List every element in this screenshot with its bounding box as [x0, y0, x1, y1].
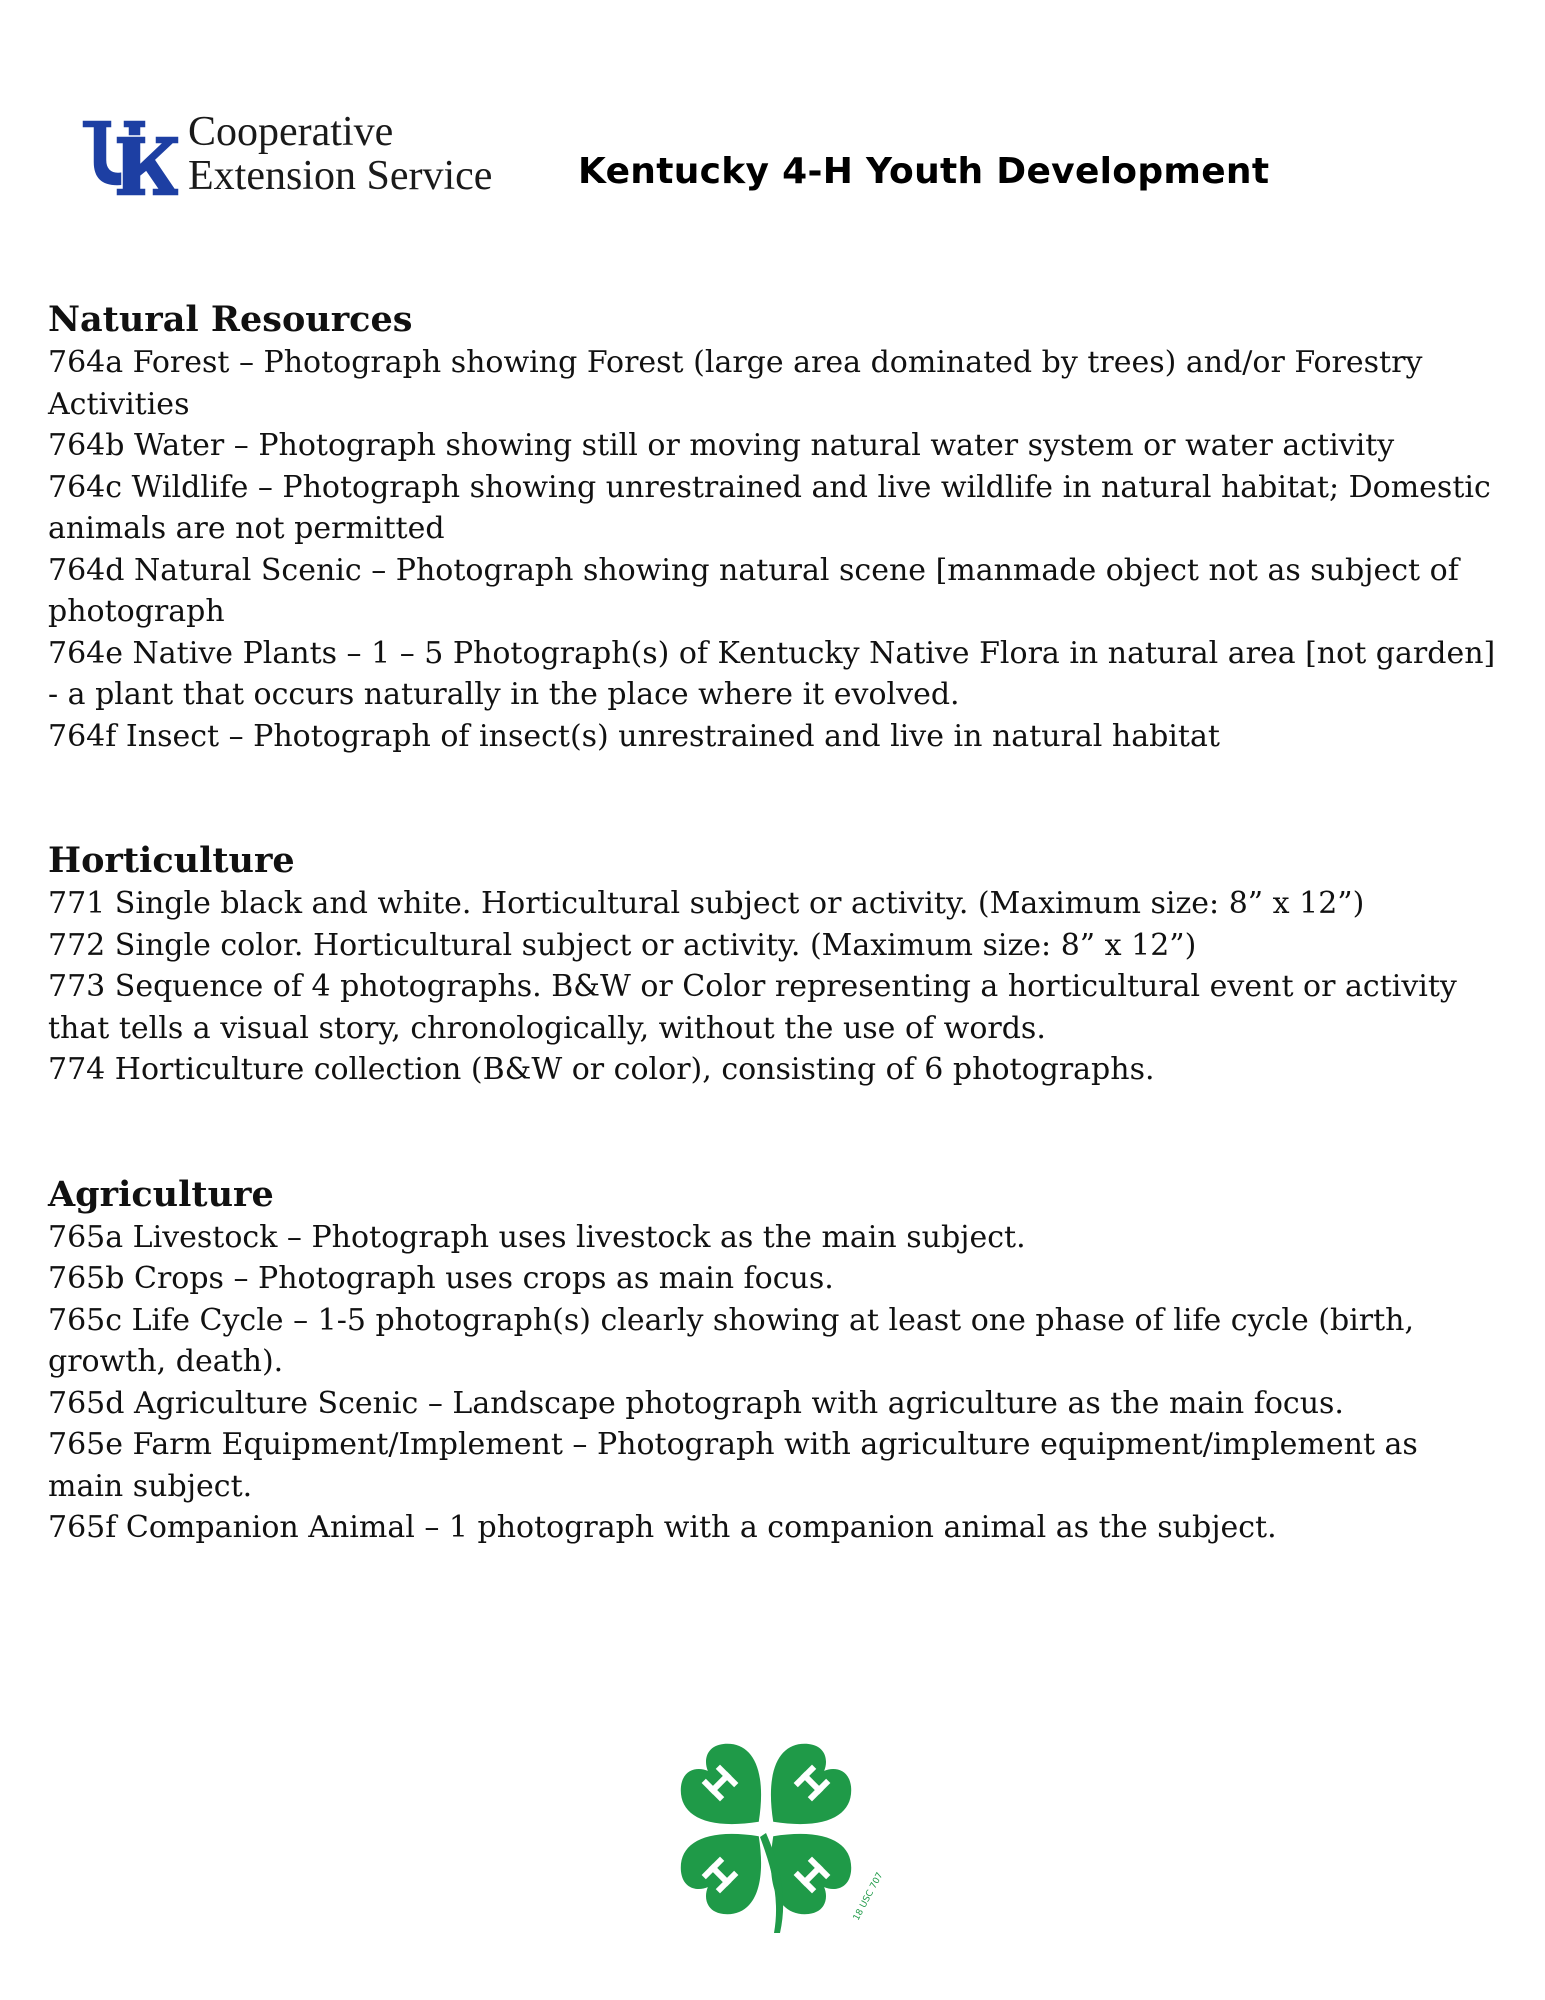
- entry-764e: 764e Native Plants – 1 – 5 Photograph(s) of Kentucky Native Flora in natural area [not garden] - a plant that occurs naturally in the place where it evolved.: [48, 635, 1496, 712]
- entry-765e: 765e Farm Equipment/Implement – Photograph with agriculture equipment/implement as main subject.: [48, 1427, 1418, 1504]
- entry-764d: 764d Natural Scenic – Photograph showing natural scene [manmade object not as subject of photograph: [48, 552, 1459, 629]
- entry-771: 771 Single black and white. Horticultural subject or activity. (Maximum size: 8” x 12”): [48, 886, 1365, 921]
- clover-leaf-top-left: [669, 1732, 788, 1851]
- emblem-legal-text: 18 USC 707: [851, 1870, 886, 1923]
- clover-leaf-bottom-right: [744, 1807, 863, 1926]
- entry-764a: 764a Forest – Photograph showing Forest (large area dominated by trees) and/or Forestry Activities: [48, 345, 1423, 422]
- organization-name-line2: Extension Service: [188, 153, 493, 199]
- entry-765d: 765d Agriculture Scenic – Landscape photograph with agriculture as the main focus.: [48, 1385, 1344, 1421]
- section-heading: Natural Resources: [48, 299, 413, 340]
- section-natural-resources: [48, 298, 1498, 757]
- section-heading: Horticulture: [48, 840, 295, 881]
- 4h-clover-emblem: [662, 1725, 886, 1945]
- entry-764c: 764c Wildlife – Photograph showing unrestrained and live wildlife in natural habitat; Domestic animals are not permitted: [48, 469, 1491, 546]
- organization-name: [188, 110, 492, 198]
- section-heading: Agriculture: [48, 1173, 274, 1215]
- document-body: [48, 298, 1498, 1549]
- uk-logo: [80, 116, 180, 198]
- page-title: Kentucky 4-H Youth Development: [578, 151, 1270, 192]
- entry-765c: 765c Life Cycle – 1-5 photograph(s) clearly showing at least one phase of life cycle (birth, growth, death).: [48, 1302, 1414, 1379]
- entry-773: 773 Sequence of 4 photographs. B&W or Color representing a horticultural event or activity that tells a visual story, chronologically, without the use of words.: [48, 969, 1457, 1046]
- entry-765b: 765b Crops – Photograph uses crops as main focus.: [48, 1261, 834, 1296]
- section-horticulture: [48, 839, 1498, 1091]
- page-header: [80, 110, 1380, 210]
- entry-764b: 764b Water – Photograph showing still or moving natural water system or water activity: [48, 428, 1395, 463]
- entry-774: 774 Horticulture collection (B&W or color), consisting of 6 photographs.: [48, 1052, 1155, 1087]
- entry-764f: 764f Insect – Photograph of insect(s) unrestrained and live in natural habitat: [48, 718, 1220, 754]
- clover-leaf-top-right: [744, 1732, 863, 1851]
- entry-765f: 765f Companion Animal – 1 photograph with a companion animal as the subject.: [48, 1510, 1277, 1545]
- entry-772: 772 Single color. Horticultural subject or activity. (Maximum size: 8” x 12”): [48, 927, 1197, 963]
- organization-name-line1: Cooperative: [188, 109, 394, 155]
- entry-765a: 765a Livestock – Photograph uses livestock as the main subject.: [48, 1219, 1026, 1255]
- section-agriculture: [48, 1173, 1498, 1549]
